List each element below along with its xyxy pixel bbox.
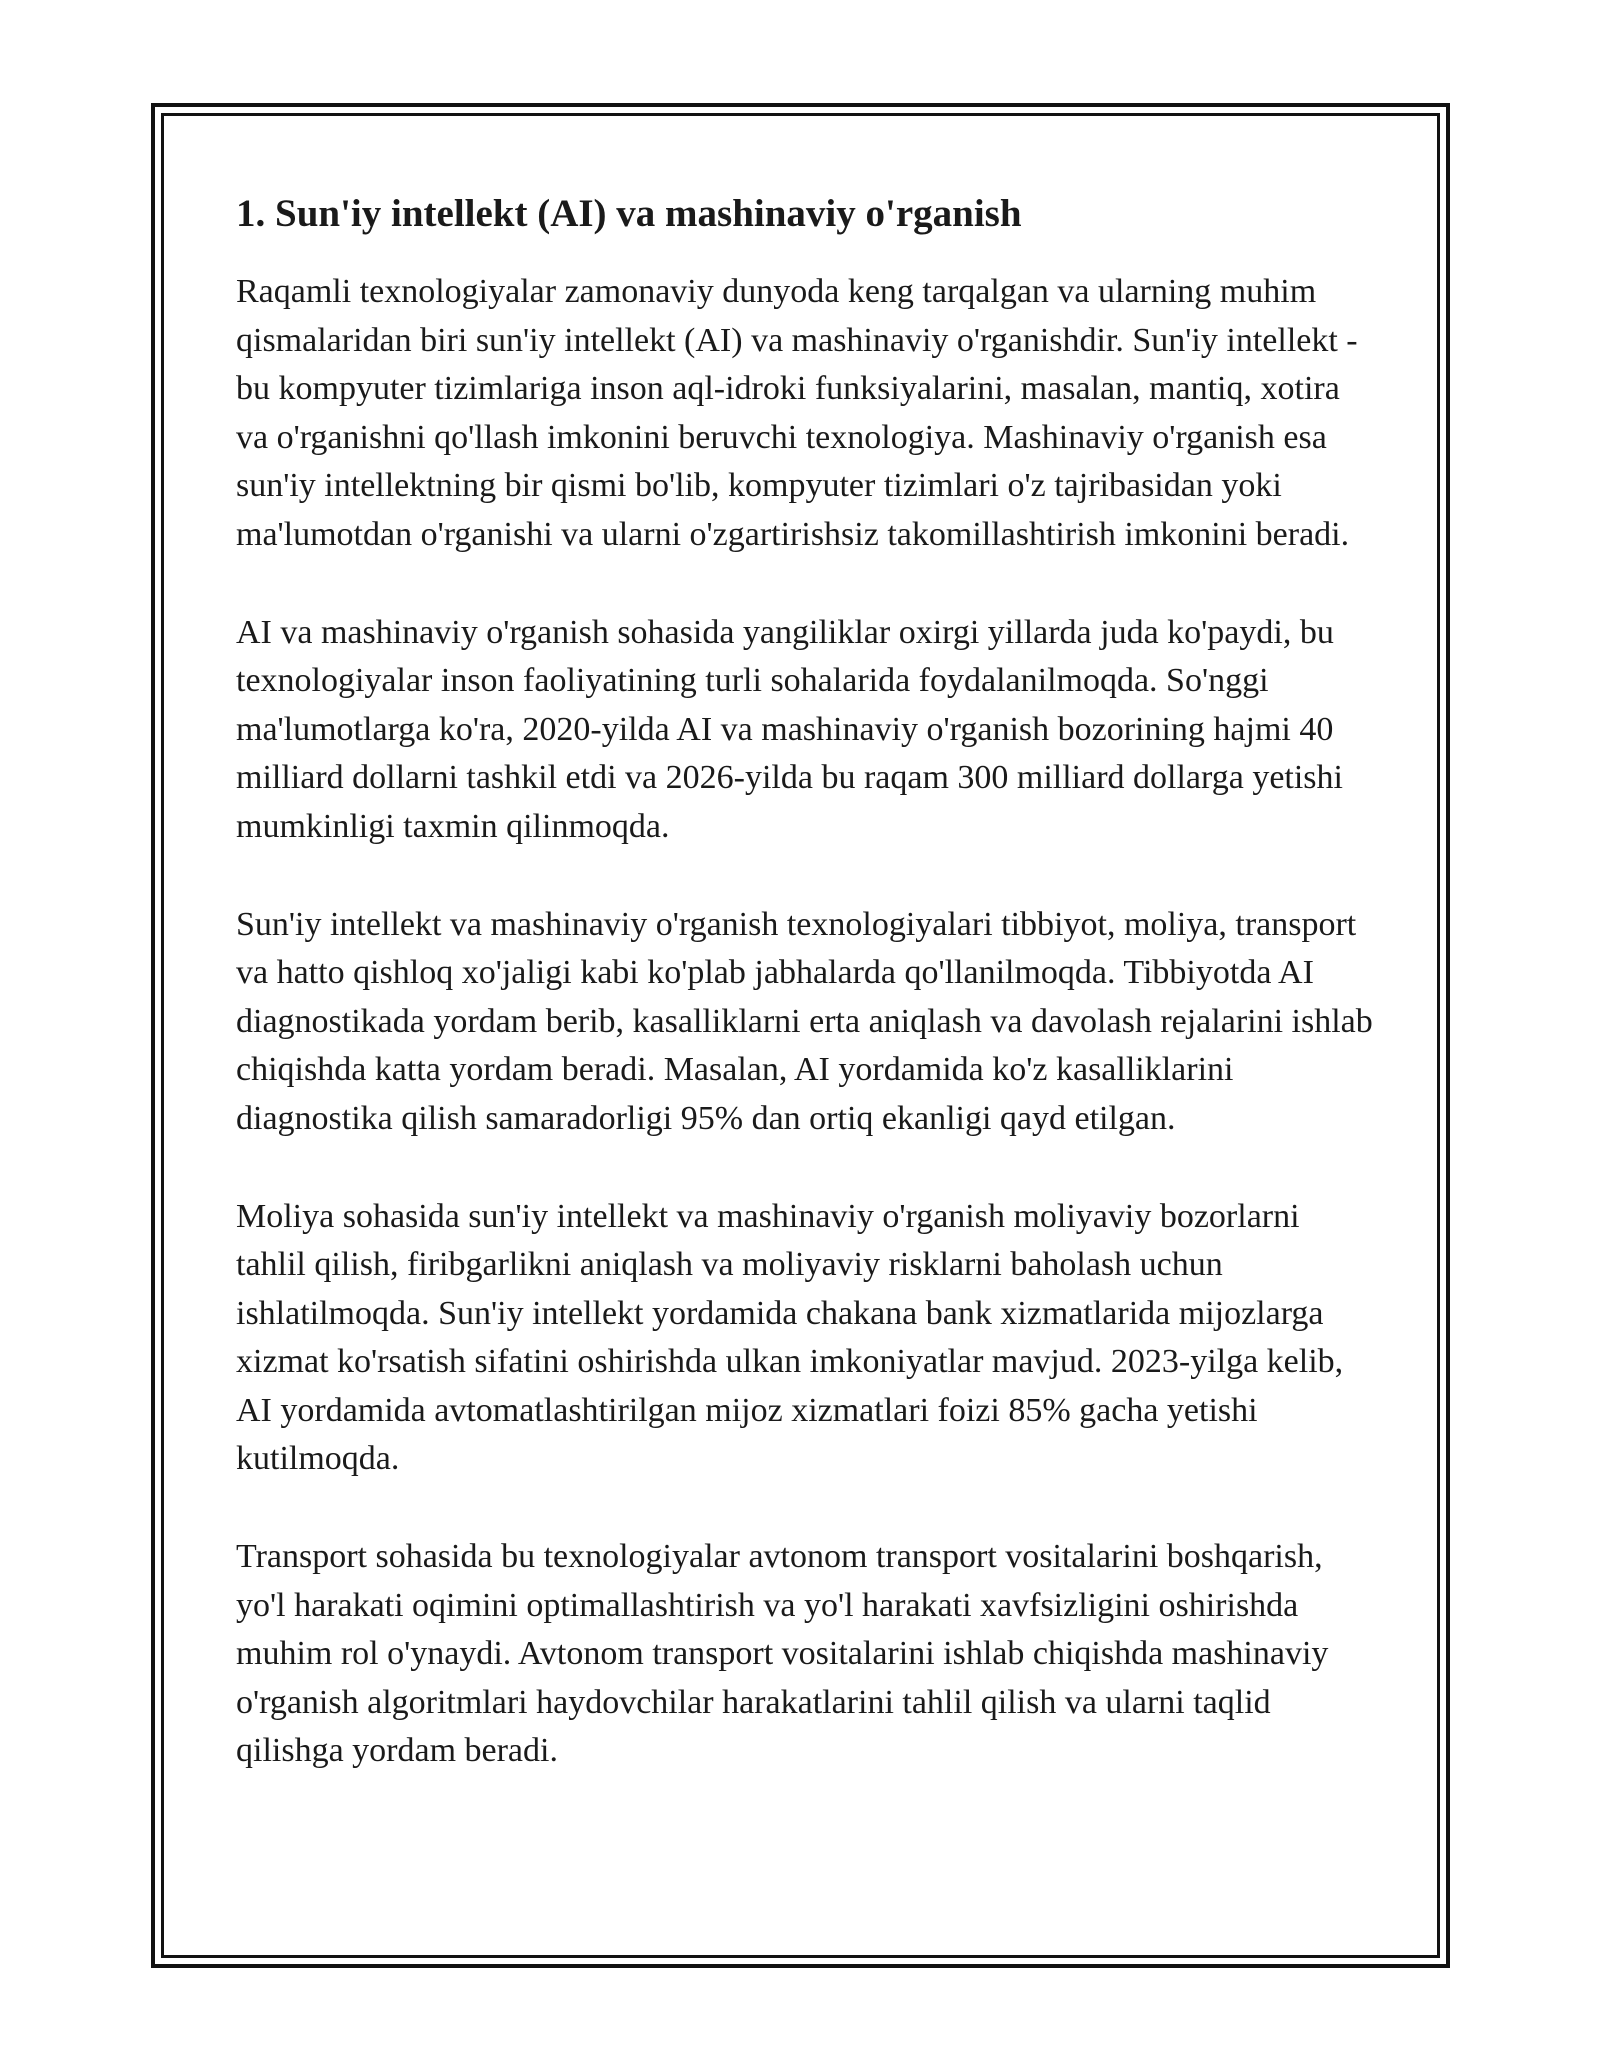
document-body — [236, 186, 1376, 1825]
paragraph-ai-definition: Raqamli texnologiyalar zamonaviy dunyoda keng tarqalgan va ularning muhim qismalaridan biri sun'iy intellekt (AI) va mashinaviy o'rganishdir. Sun'iy intellekt - bu kompyuter tizimlariga inson aql-idroki funksiyalarini, masalan, mantiq, xotira va o'rganishni qo'llash imkonini beruvchi texnologiya. Mashinaviy o'rganish esa sun'iy intellektning bir qismi bo'lib, kompyuter tizimlari o'z tajribasidan yoki ma'lumotdan o'rganishi va ularni o'zgartirishsiz takomillashtirish imkonini beradi. — [236, 273, 1358, 553]
section-heading: 1. Sun'iy intellekt (AI) va mashinaviy o'rganish — [236, 192, 1022, 235]
paragraph-finance: Moliya sohasida sun'iy intellekt va mashinaviy o'rganish moliyaviy bozorlarni tahlil qilish, firibgarlikni aniqlash va moliyaviy risklarni baholash uchun ishlatilmoqda. Sun'iy intellekt yordamida chakana bank xizmatlarida mijozlarga xizmat ko'rsatish sifatini oshirishda ulkan imkoniyatlar mavjud. 2023-yilga kelib, AI yordamida avtomatlashtirilgan mijoz xizmatlari foizi 85% gacha yetishi kutilmoqda. — [236, 1197, 1344, 1478]
paragraph-market-size: AI va mashinaviy o'rganish sohasida yangiliklar oxirgi yillarda juda ko'paydi, bu texnologiyalar inson faoliyatining turli sohalarida foydalanilmoqda. So'nggi ma'lumotlarga ko'ra, 2020-yilda AI va mashinaviy o'rganish bozorining hajmi 40 milliard dollarni tashkil etdi va 2026-yilda bu raqam 300 milliard dollarga yetishi mumkinligi taxmin qilinmoqda. — [236, 613, 1343, 845]
paragraph-medicine: Sun'iy intellekt va mashinaviy o'rganish texnologiyalari tibbiyot, moliya, transport va hatto qishloq xo'jaligi kabi ko'plab jabhalarda qo'llanilmoqda. Tibbiyotda AI diagnostikada yordam berib, kasalliklarni erta aniqlash va davolash rejalarini ishlab chiqishda katta yordam beradi. Masalan, AI yordamida ko'z kasalliklarini diagnostika qilish samaradorligi 95% dan ortiq ekanligi qayd etilgan. — [236, 905, 1373, 1137]
paragraph-transport: Transport sohasida bu texnologiyalar avtonom transport vositalarini boshqarish, yo'l harakati oqimini optimallashtirish va yo'l harakati xavfsizligini oshirishda muhim rol o'ynaydi. Avtonom transport vositalarini ishlab chiqishda mashinaviy o'rganish algoritmlari haydovchilar harakatlarini tahlil qilish va ularni taqlid qilishga yordam beradi. — [236, 1538, 1329, 1770]
